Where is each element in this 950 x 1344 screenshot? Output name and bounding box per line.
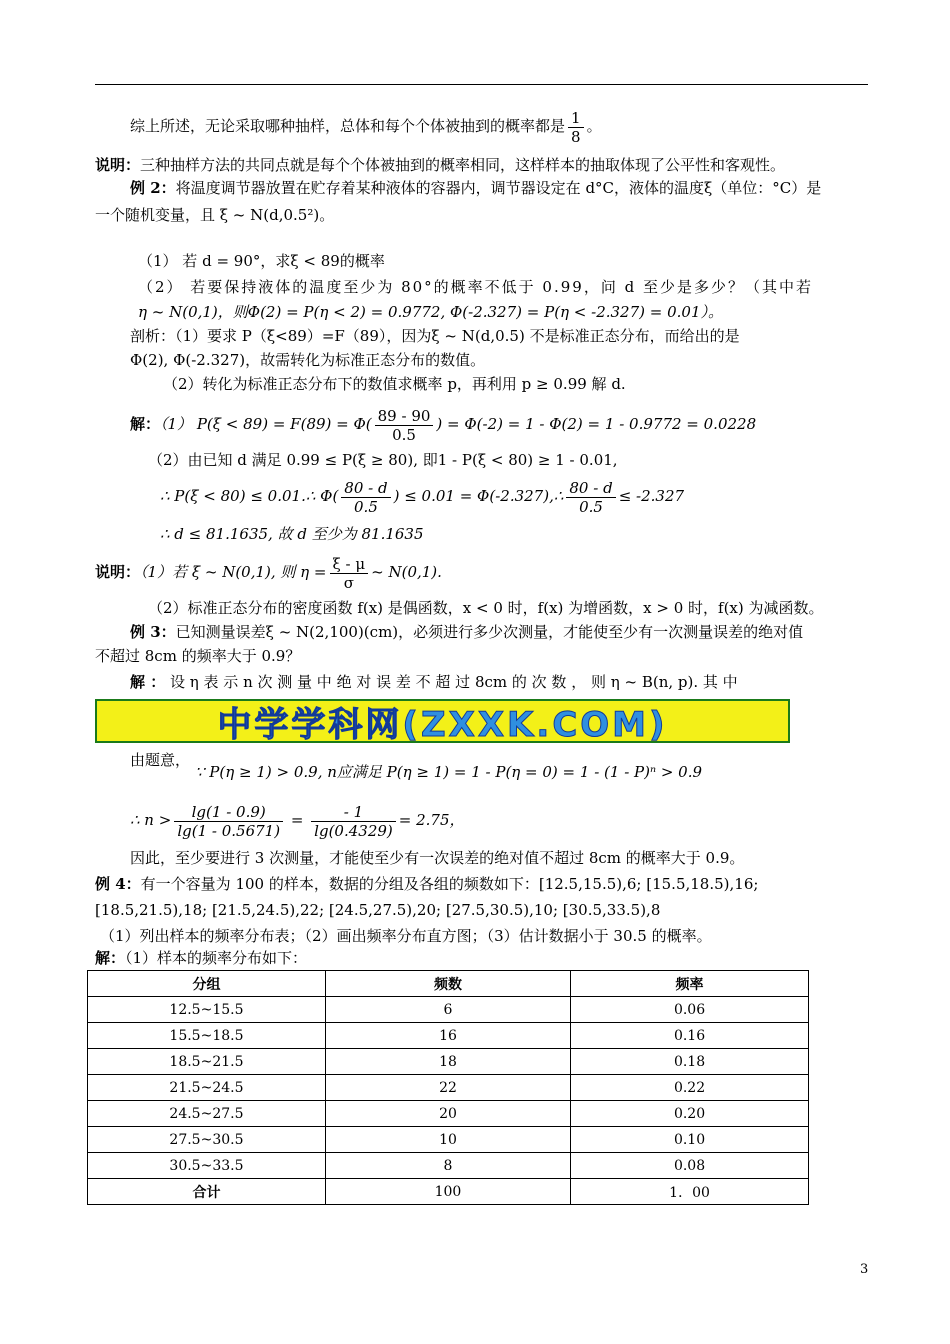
cell-count: 20	[325, 1101, 570, 1127]
banner-text: 中学学科网(ZXXK.COM)	[217, 704, 668, 745]
ex4-tasks: （1）列出样本的频率分布表；（2）画出频率分布直方图；（3）估计数据小于 30.5 的概率。	[100, 927, 712, 945]
ex2-analysis1: 剖析：（1）要求 P（ξ<89）=F（89），因为ξ ~ N(d,0.5) 不是标准正态分布，而给出的是	[130, 327, 740, 345]
cell-group: 12.5~15.5	[88, 997, 326, 1023]
table-row	[88, 1127, 809, 1153]
ex4-solution-text: （1）样本的频率分布如下：	[125, 949, 308, 967]
note2-line2: （2）标准正态分布的密度函数 f(x) 是偶函数，x < 0 时，f(x) 为增函数，x > 0 时，f(x) 为减函数。	[148, 599, 824, 617]
header-rule	[95, 84, 868, 85]
page-number: 3	[860, 1262, 869, 1277]
fraction-numerator: 89 - 90	[375, 407, 434, 426]
ex2-analysis2: Φ(2), Φ(-2.327)，故需转化为标准正态分布的数值。	[130, 351, 486, 369]
ex2-question2a: （2） 若要保持液体的温度至少为 80°的概率不低于 0.99，问 d 至少是多少？（其中若	[138, 278, 813, 296]
fraction-denominator: 0.5	[354, 497, 378, 516]
note2-line1	[95, 552, 442, 592]
cell-group: 27.5~30.5	[88, 1127, 326, 1153]
fraction-denominator: σ	[343, 573, 354, 592]
note2-post: ~ N(0,1).	[371, 563, 442, 581]
fraction-denominator: 0.5	[392, 425, 416, 444]
note2-fraction	[330, 555, 369, 592]
ex2-question2b: η ~ N(0,1)，则Φ(2) = P(η < 2) = 0.9772, Φ(-2.327) = P(η < -2.327) = 0.01）。	[138, 303, 724, 321]
table-row	[88, 1049, 809, 1075]
ex2-sol1-post: ) = Φ(-2) = 1 - Φ(2) = 1 - 0.9772 = 0.0228	[436, 415, 757, 433]
ex3-ineq-fraction2	[311, 803, 396, 840]
summary-end: 。	[586, 117, 602, 135]
fraction-numerator: - 1	[311, 803, 396, 822]
ex3-yi: 由题意，	[130, 751, 191, 769]
note1-line	[95, 155, 785, 175]
ex2-sol1-fraction	[375, 407, 434, 444]
summary-text: 综上所述，无论采取哪种抽样，总体和每个个体被抽到的概率都是	[130, 117, 566, 135]
ex4-line1-text: 有一个容量为 100 的样本，数据的分组及各组的频数如下：[12.5,15.5),6; [15.5,18.5),16;	[140, 875, 759, 893]
table-header-row	[88, 971, 809, 997]
ex3-solution-line	[130, 672, 738, 692]
ex4-line2: [18.5,21.5),18; [21.5,24.5),22; [24.5,27.5),20; [27.5,30.5),10; [30.5,33.5),8	[95, 901, 661, 919]
ex3-ineq-post: = 2.75，	[398, 811, 465, 829]
note1-label: 说明：	[95, 156, 141, 174]
ex2-sol3-mid: ) ≤ 0.01 = Φ(-2.327),∴	[393, 487, 564, 505]
ex3-label: 例 3：	[130, 623, 176, 641]
cell-count: 16	[325, 1023, 570, 1049]
ex4-line1	[95, 874, 758, 894]
ex2-sol1-pre: （1） P(ξ < 89) = F(89) = Φ(	[160, 415, 372, 433]
fraction-denominator: lg(0.4329)	[314, 821, 393, 840]
fraction-denominator: 8	[571, 127, 581, 146]
ex2-sol3-fraction	[341, 479, 390, 516]
ex3-conclusion: 因此，至少要进行 3 次测量，才能使至少有一次误差的绝对值不超过 8cm 的概率大于 0.9。	[130, 849, 745, 867]
cell-frequency: 0.18	[571, 1049, 809, 1075]
ex3-line2: 不超过 8cm 的频率大于 0.9？	[95, 647, 301, 665]
ex2-line1-text: 将温度调节器放置在贮存着某种液体的容器内，调节器设定在 d°C，液体的温度ξ（单位：°C）是	[175, 179, 822, 197]
note1-text: 三种抽样方法的共同点就是每个个体被抽到的概率相同，这样样本的抽取体现了公平性和客观性。	[140, 156, 786, 174]
fraction-numerator: 1	[568, 109, 584, 128]
column-header-frequency: 频率	[571, 971, 809, 997]
cell-count: 18	[325, 1049, 570, 1075]
cell-group: 21.5~24.5	[88, 1075, 326, 1101]
fraction-numerator: 80 - d	[566, 479, 615, 498]
ex2-label: 例 2：	[130, 179, 176, 197]
ex2-question1: （1） 若 d = 90°，求ξ < 89的概率	[138, 252, 385, 270]
cell-count: 8	[325, 1153, 570, 1179]
ex3-inequality: ∴ n > $\frac{\lg(1 - 0.9)}{\lg(1 - 0.5671)}$ = $\frac{- 1}{\lg(0.4329)}$ = 2.75，	[130, 802, 465, 840]
cell-total-label: 合计	[88, 1179, 326, 1205]
cell-total-count: 100	[325, 1179, 570, 1205]
cell-group: 15.5~18.5	[88, 1023, 326, 1049]
ex3-line1	[130, 622, 803, 642]
ex2-analysis3: （2）转化为标准正态分布下的数值求概率 p，再利用 p ≥ 0.99 解 d.	[163, 375, 626, 393]
cell-frequency: 0.16	[571, 1023, 809, 1049]
table-row	[88, 997, 809, 1023]
ex2-solution-label: 解：	[130, 415, 161, 433]
ex2-sol3-fraction2	[566, 479, 615, 516]
ex2-solution4: ∴ d ≤ 81.1635, 故 d 至少为 81.1635	[160, 525, 424, 543]
cell-group: 24.5~27.5	[88, 1101, 326, 1127]
cell-count: 10	[325, 1127, 570, 1153]
ex2-sol3-post: ≤ -2.327	[618, 487, 685, 505]
ex3-ineq-pre: ∴ n >	[130, 811, 172, 829]
ex4-solution-label: 解：	[95, 949, 126, 967]
ex4-label: 例 4：	[95, 875, 141, 893]
ex3-line1-text: 已知测量误差ξ ~ N(2,100)(cm)，必须进行多少次测量，才能使至少有一次测量误差的绝对值	[175, 623, 804, 641]
cell-frequency: 0.10	[571, 1127, 809, 1153]
table-row	[88, 1075, 809, 1101]
column-header-group: 分组	[88, 971, 326, 997]
frequency-table	[87, 970, 809, 1205]
cell-frequency: 0.22	[571, 1075, 809, 1101]
fraction-numerator: 80 - d	[341, 479, 390, 498]
cell-frequency: 0.20	[571, 1101, 809, 1127]
ex2-line2: 一个随机变量，且 ξ ~ N(d,0.5²)。	[95, 206, 335, 224]
fraction-denominator: 0.5	[579, 497, 603, 516]
ex3-solution-label: 解 ：	[130, 673, 166, 691]
ex2-solution2: （2）由已知 d 满足 0.99 ≤ P(ξ ≥ 80), 即1 - P(ξ < 80) ≥ 1 - 0.01,	[148, 451, 618, 469]
cell-count: 6	[325, 997, 570, 1023]
ex2-solution1	[130, 404, 756, 444]
column-header-count: 频数	[325, 971, 570, 997]
cell-group: 18.5~21.5	[88, 1049, 326, 1075]
table-row	[88, 1153, 809, 1179]
summary-line	[130, 108, 602, 146]
cell-group: 30.5~33.5	[88, 1153, 326, 1179]
fraction-numerator: lg(1 - 0.9)	[174, 803, 283, 822]
ex2-solution3	[160, 476, 684, 516]
table-row	[88, 1023, 809, 1049]
note2-pre: （1）若 ξ ~ N(0,1), 则 η =	[140, 563, 327, 581]
table-row	[88, 1101, 809, 1127]
fraction-numerator: ξ - μ	[330, 555, 369, 574]
note2-label: 说明：	[95, 563, 141, 581]
ex3-solution-text: 设 η 表 示 n 次 测 量 中 绝 对 误 差 不 超 过 8cm 的 次 数 ， 则 η ~ B(n, p). 其 中	[170, 673, 738, 691]
cell-total-frequency: 1．00	[571, 1179, 809, 1205]
fraction-denominator: lg(1 - 0.5671)	[177, 821, 281, 840]
summary-fraction	[568, 109, 584, 146]
ex3-condition: ∵ P(η ≥ 1) > 0.9, n应满足 P(η ≥ 1) = 1 - P(η = 0) = 1 - (1 - P)ⁿ > 0.9	[195, 763, 703, 781]
cell-frequency: 0.06	[571, 997, 809, 1023]
ex2-sol3-pre: ∴ P(ξ < 80) ≤ 0.01.∴ Φ(	[160, 487, 339, 505]
site-watermark-banner	[95, 699, 790, 743]
cell-frequency: 0.08	[571, 1153, 809, 1179]
ex4-solution-line	[95, 948, 307, 968]
ex2-line1	[130, 178, 821, 198]
cell-count: 22	[325, 1075, 570, 1101]
table-total-row	[88, 1179, 809, 1205]
ex3-ineq-fraction1	[174, 803, 283, 840]
